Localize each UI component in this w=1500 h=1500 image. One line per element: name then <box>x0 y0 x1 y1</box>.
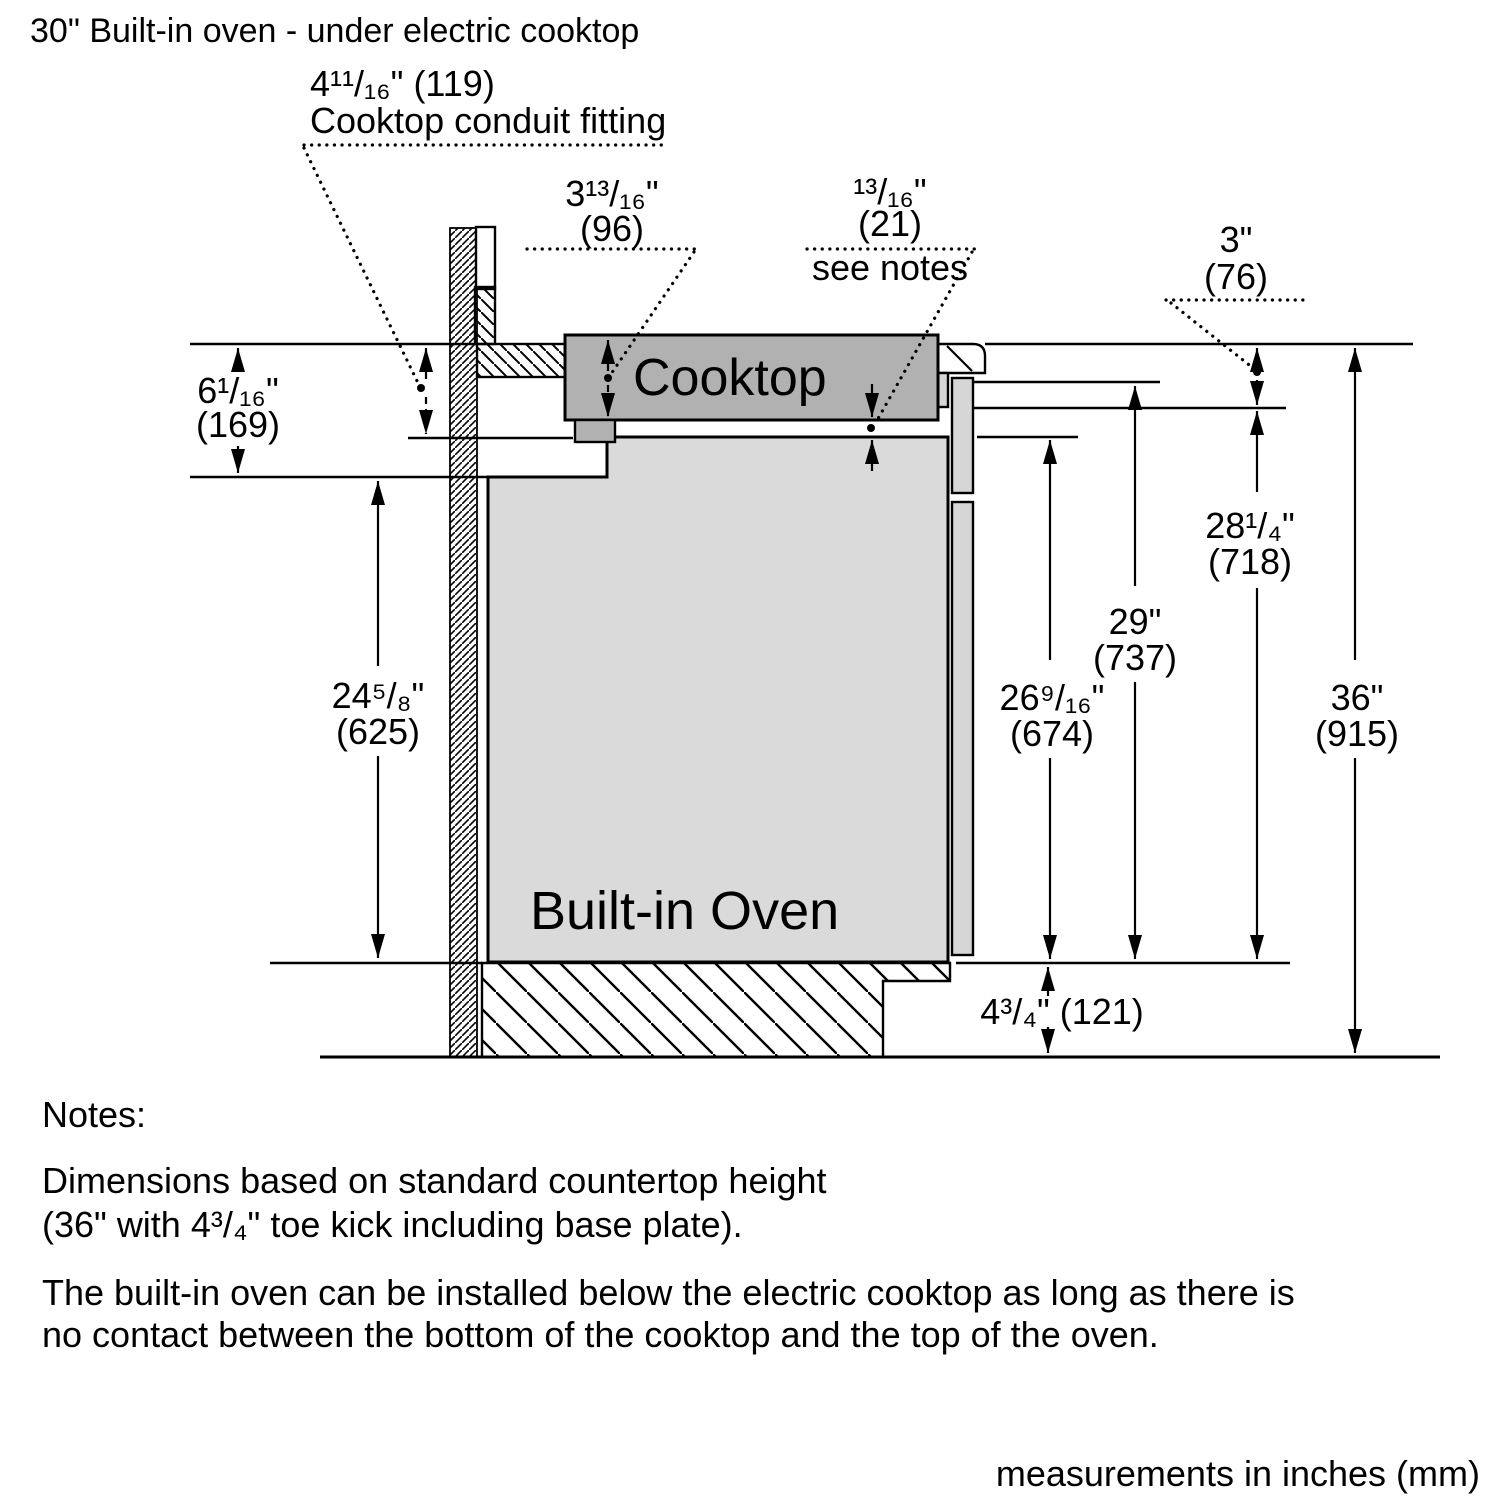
dim-text-mm: (625) <box>335 711 421 752</box>
callout-text-mm: (76) <box>1203 256 1269 297</box>
notes-para1-line2: (36" with 4³/₄" toe kick including base plate). <box>42 1204 743 1245</box>
notes-para2-line1: The built-in oven can be installed below the electric cooktop as long as there is <box>42 1272 1295 1313</box>
notes-section <box>42 1094 1295 1355</box>
dim-countertop-thickness <box>1166 219 1306 405</box>
callout-text-note: see notes <box>811 247 969 288</box>
dim-text-inches: 26⁹/₁₆" <box>999 677 1105 718</box>
leader-dotted-line <box>1171 303 1253 368</box>
leader-dot <box>867 424 875 432</box>
dim-text-mm: (169) <box>195 404 281 445</box>
dim-countertop-to-cutout-top <box>196 348 280 473</box>
countertop-left-section <box>477 344 565 377</box>
oven-label: Built-in Oven <box>530 881 840 941</box>
notes-para2-line2: no contact between the bottom of the cooktop and the top of the oven. <box>42 1314 1159 1355</box>
notes-heading: Notes: <box>42 1094 147 1135</box>
callout-text-inches: 3" <box>1219 219 1253 260</box>
dim-trim-height <box>1205 411 1295 959</box>
dim-text-mm: (915) <box>1314 713 1400 754</box>
backsplash-section <box>475 287 495 344</box>
dim-text-mm: (718) <box>1207 541 1293 582</box>
cooktop-label: Cooktop <box>633 349 827 407</box>
callout-text-inches: 3¹³/₁₆" <box>565 173 659 214</box>
leader-dot <box>417 384 425 392</box>
dim-text-mm: (674) <box>1009 713 1095 754</box>
callout-text-mm: (96) <box>579 208 645 249</box>
door-trim-lower <box>952 502 973 955</box>
callout-text-label: Cooktop conduit fitting <box>310 100 667 141</box>
dim-text-inches: 29" <box>1108 601 1162 642</box>
callout-text-inches: ¹³/₁₆" <box>853 171 927 212</box>
dim-text-inches: 24⁵/₈" <box>331 675 425 716</box>
dim-toe-kick <box>980 967 1144 1053</box>
dim-door-height <box>1093 386 1177 959</box>
wall-furring-strip <box>476 227 495 289</box>
dim-text-mm: (737) <box>1092 637 1178 678</box>
notes-para1-line1: Dimensions based on standard countertop height <box>42 1160 827 1201</box>
page-title: 30" Built-in oven - under electric cooktop <box>30 12 640 50</box>
wall-section <box>450 228 477 1057</box>
dim-text-inches: 36" <box>1330 677 1384 718</box>
door-trim-upper <box>952 378 973 493</box>
callout-text-mm: (21) <box>857 203 923 244</box>
leader-dot <box>1253 368 1261 376</box>
leader-dotted-line <box>304 148 419 385</box>
dim-text-inches: 6¹/₁₆" <box>197 370 279 411</box>
units-note: measurements in inches (mm) <box>995 1453 1480 1494</box>
dim-text-inches: 28¹/₄" <box>1205 505 1295 546</box>
toe-kick-base <box>482 963 950 1057</box>
callout-text-dim: 4¹¹/₁₆" (119) <box>310 63 495 104</box>
leader-dot <box>604 374 612 382</box>
countertop-right-section <box>938 344 985 373</box>
dim-oven-height <box>1000 440 1105 959</box>
dim-cutout-height <box>332 481 425 958</box>
cooktop-conduit-box <box>575 420 615 442</box>
dim-text: 4³/₄" (121) <box>980 991 1144 1032</box>
dim-countertop-height <box>1315 348 1399 1053</box>
